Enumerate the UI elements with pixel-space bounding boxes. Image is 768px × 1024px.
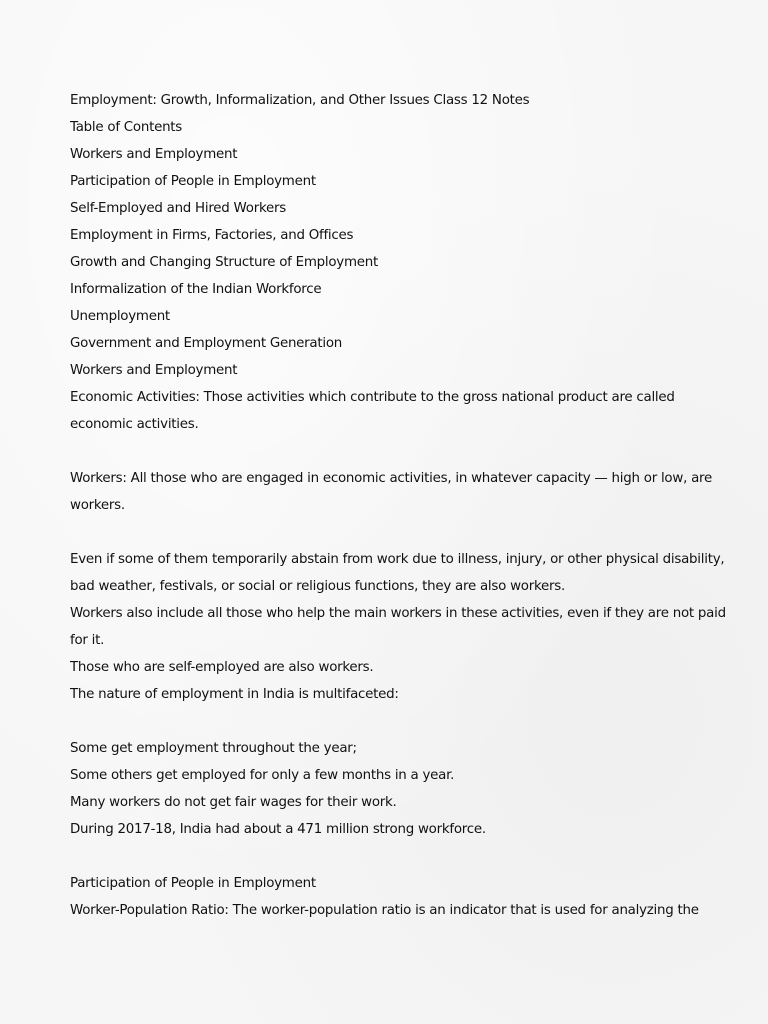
paragraph-gap: [70, 519, 728, 546]
toc-item-firms-factories-offices: Employment in Firms, Factories, and Offices: [70, 228, 354, 243]
paragraph-line: for it.: [70, 633, 105, 648]
paragraph-gap: [70, 708, 728, 735]
toc-item-self-employed: Self-Employed and Hired Workers: [70, 201, 286, 216]
paragraph-line: economic activities.: [70, 417, 199, 432]
section-heading-participation: Participation of People in Employment: [70, 876, 316, 891]
toc-item-unemployment: Unemployment: [70, 309, 170, 324]
paragraph-gap: [70, 438, 728, 465]
paragraph-gap: [70, 843, 728, 870]
paragraph-line: bad weather, festivals, or social or religious functions, they are also workers.: [70, 579, 565, 594]
paragraph-line: Economic Activities: Those activities which contribute to the gross national product are called: [70, 390, 675, 405]
paragraph-line: Those who are self-employed are also workers.: [70, 660, 374, 675]
paragraph-line: Workers: All those who are engaged in economic activities, in whatever capacity — high or low, are: [70, 471, 712, 486]
toc-item-workers-and-employment: Workers and Employment: [70, 147, 238, 162]
paragraph-line: Workers also include all those who help the main workers in these activities, even if they are not paid: [70, 606, 726, 621]
toc-item-growth-structure: Growth and Changing Structure of Employment: [70, 255, 378, 270]
paragraph-line: The nature of employment in India is multifaceted:: [70, 687, 399, 702]
toc-item-participation: Participation of People in Employment: [70, 174, 316, 189]
list-item: Some get employment throughout the year;: [70, 741, 357, 756]
toc-item-government: Government and Employment Generation: [70, 336, 343, 351]
paragraph-line: workers.: [70, 498, 125, 513]
paragraph-line: Worker-Population Ratio: The worker-population ratio is an indicator that is used for analyzing the: [70, 903, 699, 918]
toc-heading: Table of Contents: [70, 120, 183, 135]
section-heading-workers: Workers and Employment: [70, 363, 238, 378]
toc-item-informalization: Informalization of the Indian Workforce: [70, 282, 322, 297]
list-item: Many workers do not get fair wages for their work.: [70, 795, 397, 810]
paragraph-line: Even if some of them temporarily abstain from work due to illness, injury, or other physical disability,: [70, 552, 725, 567]
list-item: Some others get employed for only a few months in a year.: [70, 768, 455, 783]
list-item: During 2017-18, India had about a 471 million strong workforce.: [70, 822, 486, 837]
document-title: Employment: Growth, Informalization, and Other Issues Class 12 Notes: [70, 93, 530, 108]
